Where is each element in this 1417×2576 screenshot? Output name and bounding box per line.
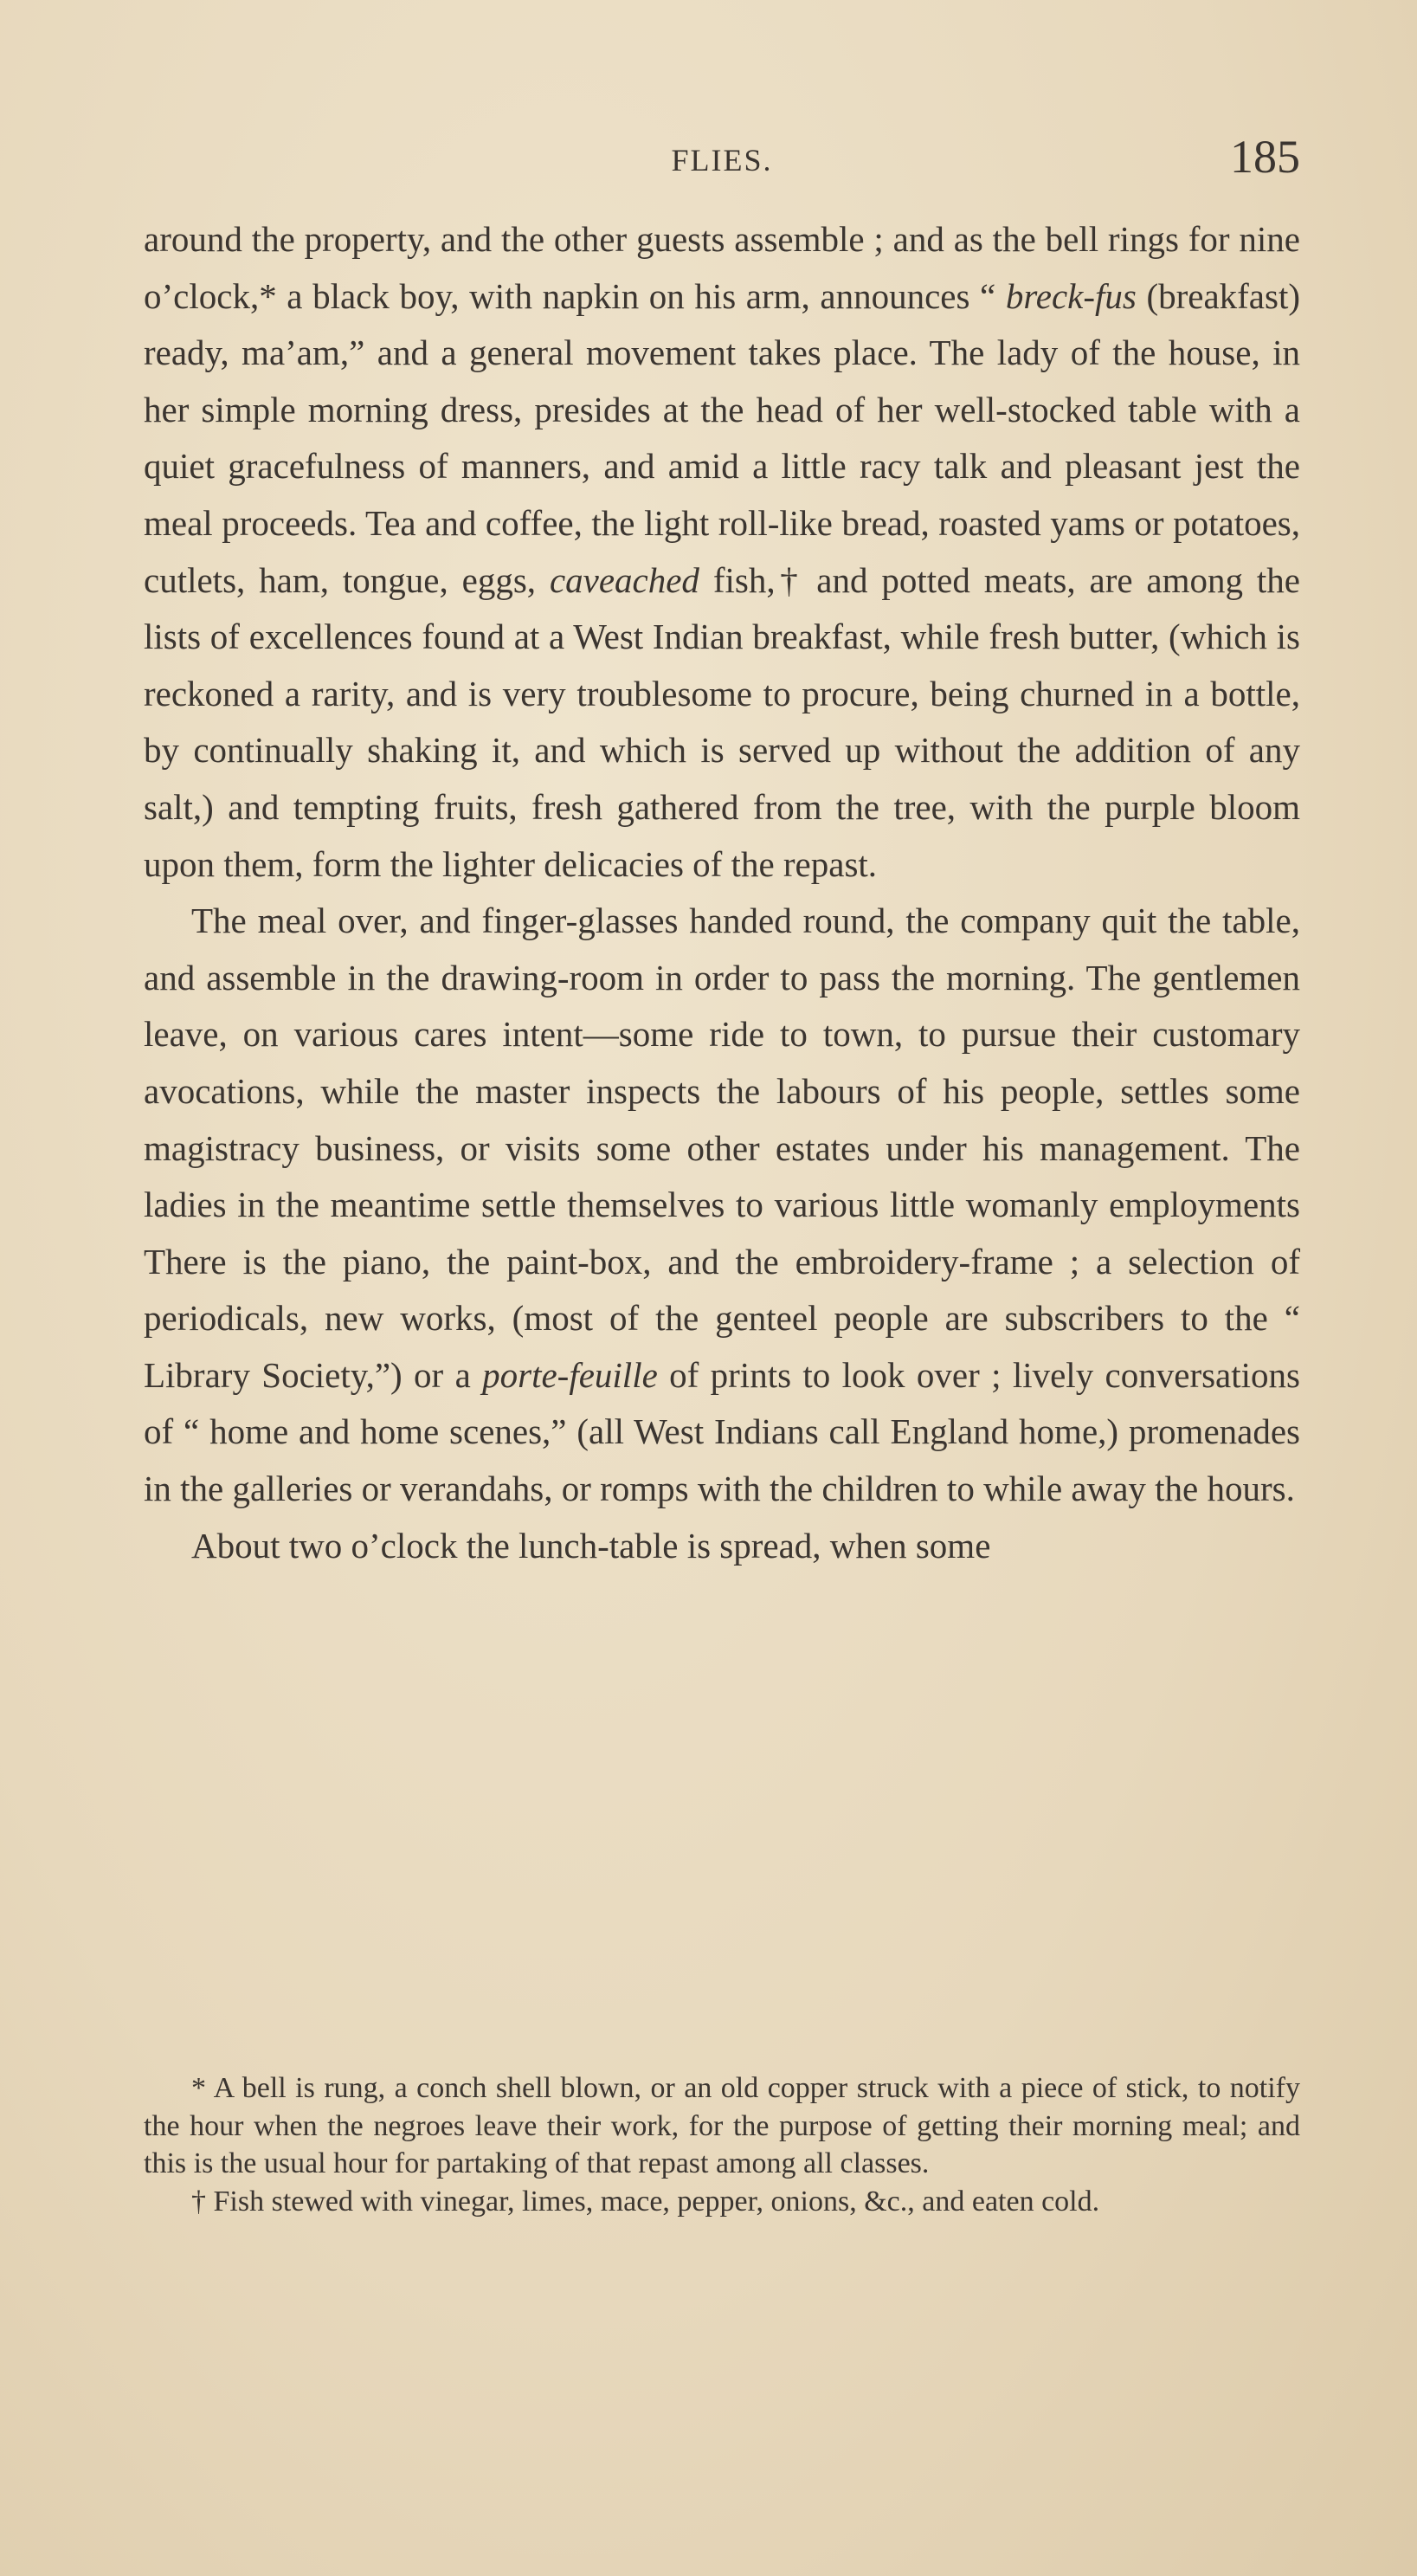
running-head: FLIES. [671, 143, 773, 178]
paragraph-2 [144, 893, 1300, 1518]
paragraph-3 [144, 1518, 1300, 1575]
paragraph-1 [144, 211, 1300, 893]
text-run: The meal over, and finger-glasses handed round, the company quit the table, and assemble in the drawing-room in order to pass the morning. The gentlemen leave, on various cares intent—some ride to town, to pursue their customary avocations, while the master inspects the labours of his people, settles some magistracy business, or visits some other estates under his management. The ladies in the meantime settle themselves to various little womanly employments There is the piano, the paint-box, and the embroidery-frame ; a selection of periodicals, new works, (most of the genteel people are subscribers to the “ Library Society,”) or a [144, 901, 1300, 1395]
text-run: around the property, and the other guests assemble ; and as the bell rings for nine o’clock,* a black boy, with napkin on his arm, announces “ [144, 219, 1300, 316]
footnotes [144, 2069, 1300, 2220]
body-text [144, 211, 1300, 1574]
page-number: 185 [1230, 131, 1300, 183]
italic-term: porte-feuille [482, 1354, 658, 1395]
text-run: fish,† and potted meats, are among the lists of excellences found at a West Indian breakfast, while fresh butter, (which is reckoned a rarity, and is very troublesome to procure, being churned in a bottle, by continually shaking it, and which is served up without the addition of any salt,) and tempting fruits, fresh gathered from the tree, with the purple bloom upon them, form the lighter delicacies of the repast. [144, 559, 1301, 884]
text-run: of prints to look over ; lively conversations of “ home and home scenes,” (all West Indians call England home,) promenades in the galleries or verandahs, or romps with the children to while away the hours. [144, 1354, 1300, 1509]
italic-term: breck-fus [1005, 275, 1137, 316]
page-header [144, 130, 1300, 190]
footnote-1: * A bell is rung, a conch shell blown, or an old copper struck with a piece of stick, to notify the hour when the negroes leave their work, for the purpose of getting their morning meal; and this is the usual hour for partaking of that repast among all classes. [144, 2072, 1300, 2180]
footnote-2: † Fish stewed with vinegar, limes, mace, pepper, onions, &c., and eaten cold. [191, 2185, 1100, 2218]
text-run: (breakfast) ready, ma’am,” and a general movement takes place. The lady of the house, in her simple morning dress, presides at the head of her well-stocked table with a quiet gracefulness of manners, and amid a little racy talk and pleasant jest the meal proceeds. Tea and coffee, the light roll-like bread, roasted yams or potatoes, cutlets, ham, tongue, eggs, [144, 275, 1301, 600]
text-run: About two o’clock the lunch-table is spread, when some [191, 1525, 991, 1566]
italic-term: caveached [549, 559, 699, 600]
